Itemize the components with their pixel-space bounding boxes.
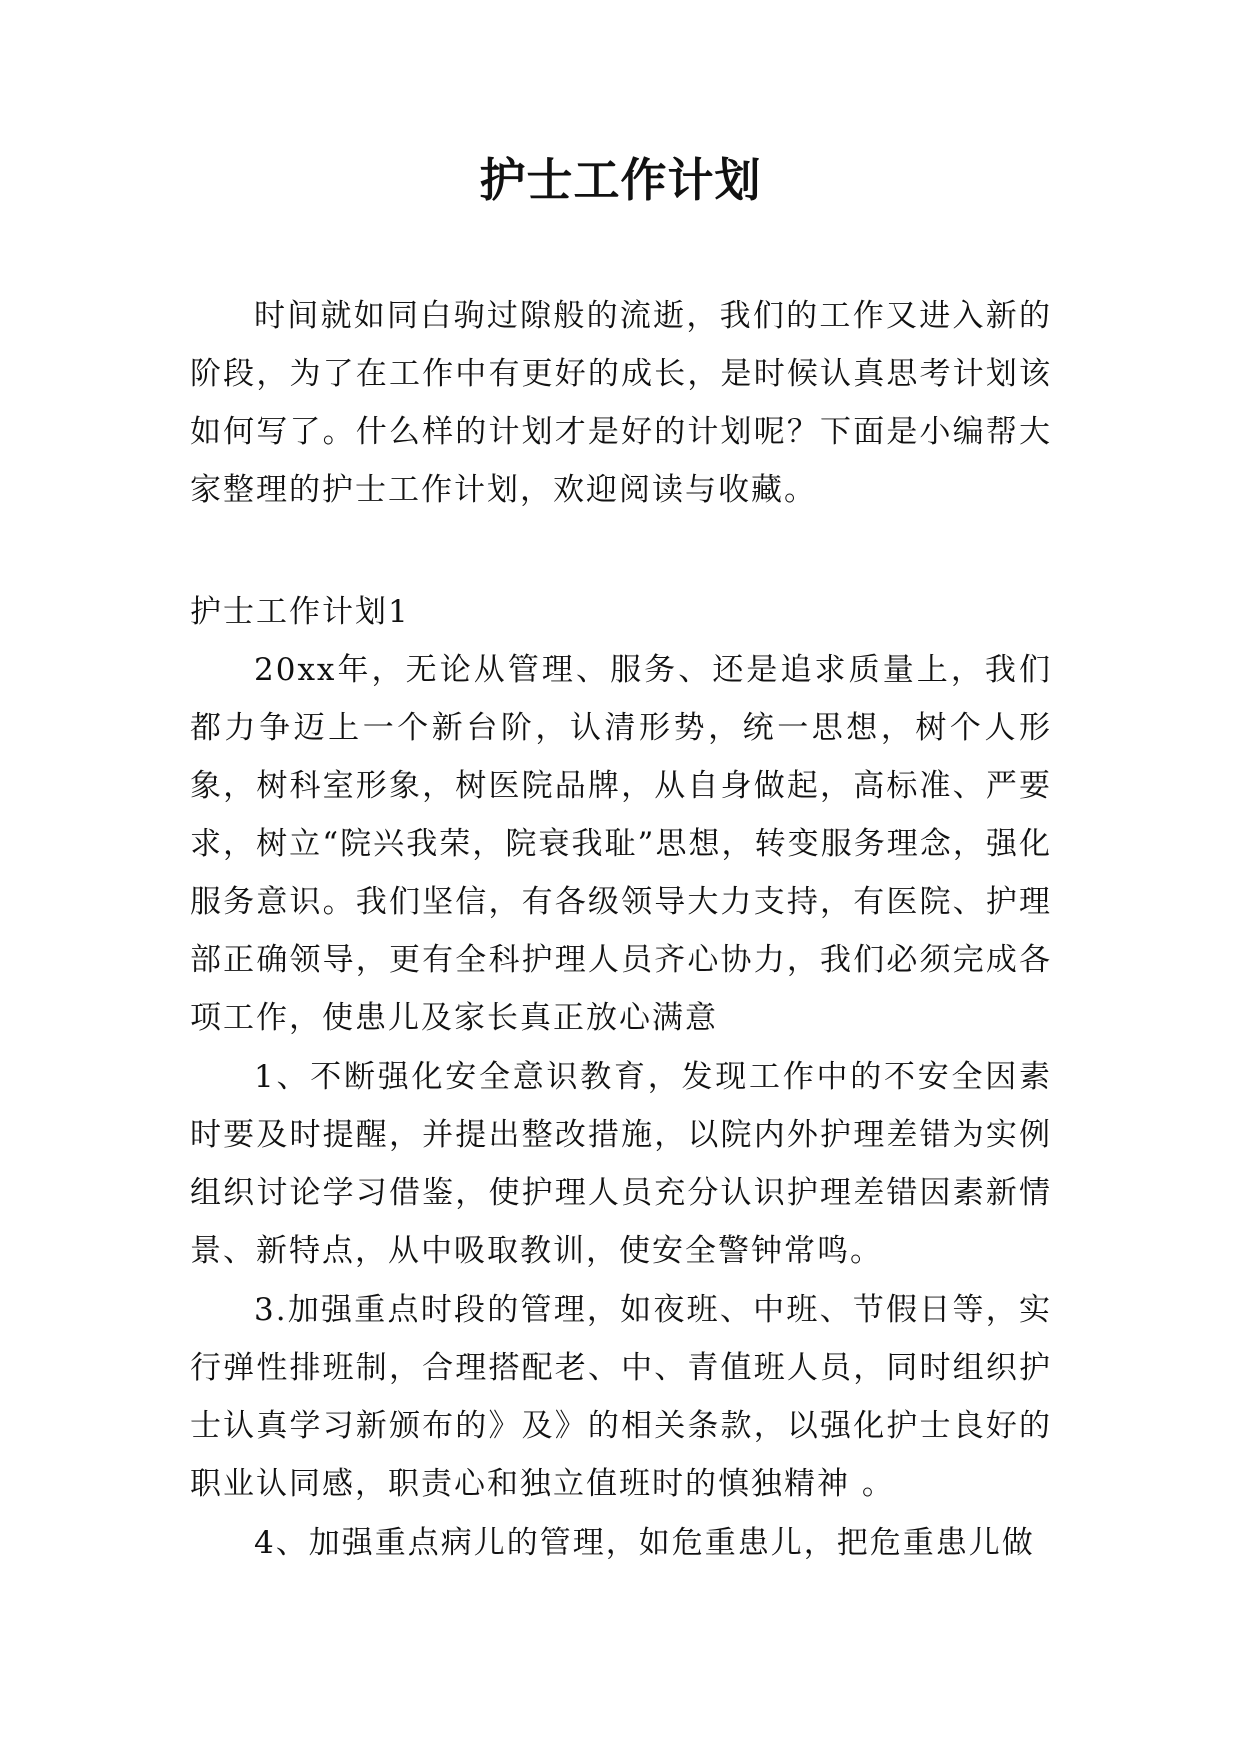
body-paragraph: 20xx年，无论从管理、服务、还是追求质量上，我们都力争迈上一个新台阶，认清形势，统一思想，树个人形象，树科室形象，树医院品牌，从自身做起，高标准、严要求，树立“院兴我荣，院衰我耻”思想，转变服务理念，强化服务意识。我们坚信，有各级领导大力支持，有医院、护理部正确领导，更有全科护理人员齐心协力，我们必须完成各项工作，使患儿及家长真正放心满意 bbox=[190, 652, 1052, 1036]
body-paragraph: 1、不断强化安全意识教育，发现工作中的不安全因素时要及时提醒，并提出整改措施，以院内外护理差错为实例组织讨论学习借鉴，使护理人员充分认识护理差错因素新情景、新特点，从中吸取教训，使安全警钟常鸣。 bbox=[190, 1059, 1052, 1269]
section-heading: 护士工作计划1 bbox=[190, 594, 410, 630]
body-paragraph: 4、加强重点病儿的管理，如危重患儿，把危重患儿做 bbox=[254, 1525, 1035, 1561]
intro-paragraph: 时间就如同白驹过隙般的流逝，我们的工作又进入新的阶段，为了在工作中有更好的成长，是时候认真思考计划该如何写了。什么样的计划才是好的计划呢？下面是小编帮大家整理的护士工作计划，欢迎阅读与收藏。 bbox=[190, 298, 1052, 508]
document-title: 护士工作计划 bbox=[479, 153, 762, 207]
body-paragraph: 3.加强重点时段的管理，如夜班、中班、节假日等，实行弹性排班制，合理搭配老、中、青值班人员，同时组织护士认真学习新颁布的》及》的相关条款，以强化护士良好的职业认同感，职责心和独立值班时的慎独精神 。 bbox=[190, 1292, 1052, 1502]
